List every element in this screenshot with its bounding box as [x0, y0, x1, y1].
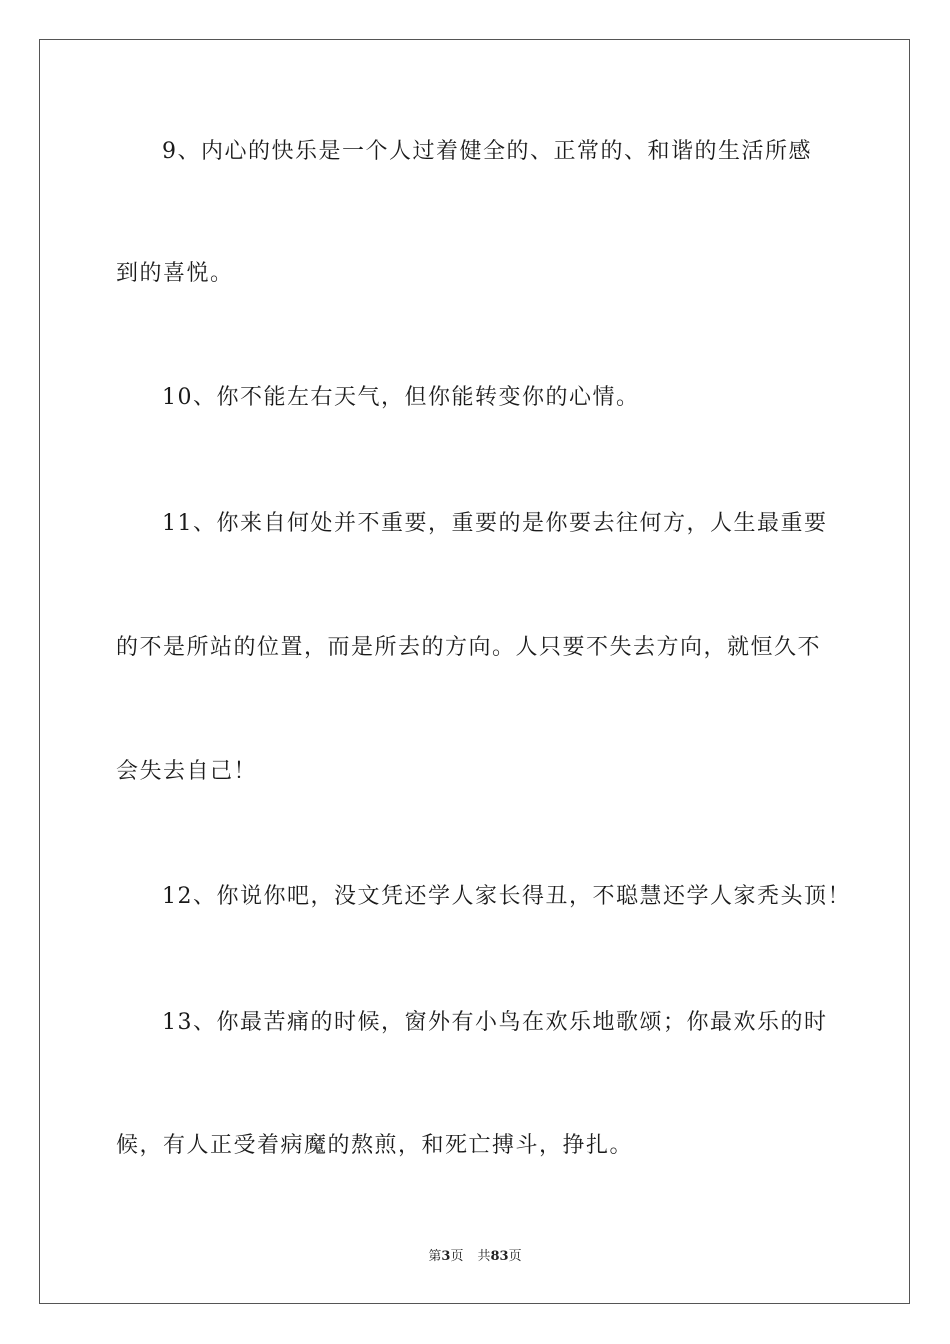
paragraph-11-line-2: 的不是所站的位置，而是所去的方向。人只要不失去方向，就恒久不 — [116, 635, 822, 660]
total-suffix: 页 — [508, 1249, 522, 1264]
page-border — [39, 39, 910, 1304]
paragraph-9-line-1: 9、内心的快乐是一个人过着健全的、正常的、和谐的生活所感 — [162, 139, 812, 164]
paragraph-13-line-2: 候，有人正受着病魔的熬煎，和死亡搏斗，挣扎。 — [116, 1133, 634, 1158]
total-prefix: 共 — [477, 1249, 491, 1264]
page-footer — [0, 1248, 950, 1266]
total-pages: 83 — [490, 1249, 509, 1264]
paragraph-11-line-1: 11、你来自何处并不重要，重要的是你要去往何方，人生最重要 — [162, 511, 828, 536]
paragraph-9-line-2: 到的喜悦。 — [116, 261, 234, 286]
paragraph-12-line-1: 12、你说你吧，没文凭还学人家长得丑，不聪慧还学人家秃头顶！ — [162, 884, 851, 909]
paragraph-10-line-1: 10、你不能左右天气，但你能转变你的心情。 — [162, 385, 640, 410]
page-number: 3 — [441, 1249, 451, 1264]
page-suffix: 页 — [450, 1249, 464, 1264]
paragraph-13-line-1: 13、你最苦痛的时候，窗外有小鸟在欢乐地歌颂；你最欢乐的时 — [162, 1010, 828, 1035]
paragraph-11-line-3: 会失去自己！ — [116, 759, 258, 784]
page-prefix: 第 — [428, 1249, 442, 1264]
